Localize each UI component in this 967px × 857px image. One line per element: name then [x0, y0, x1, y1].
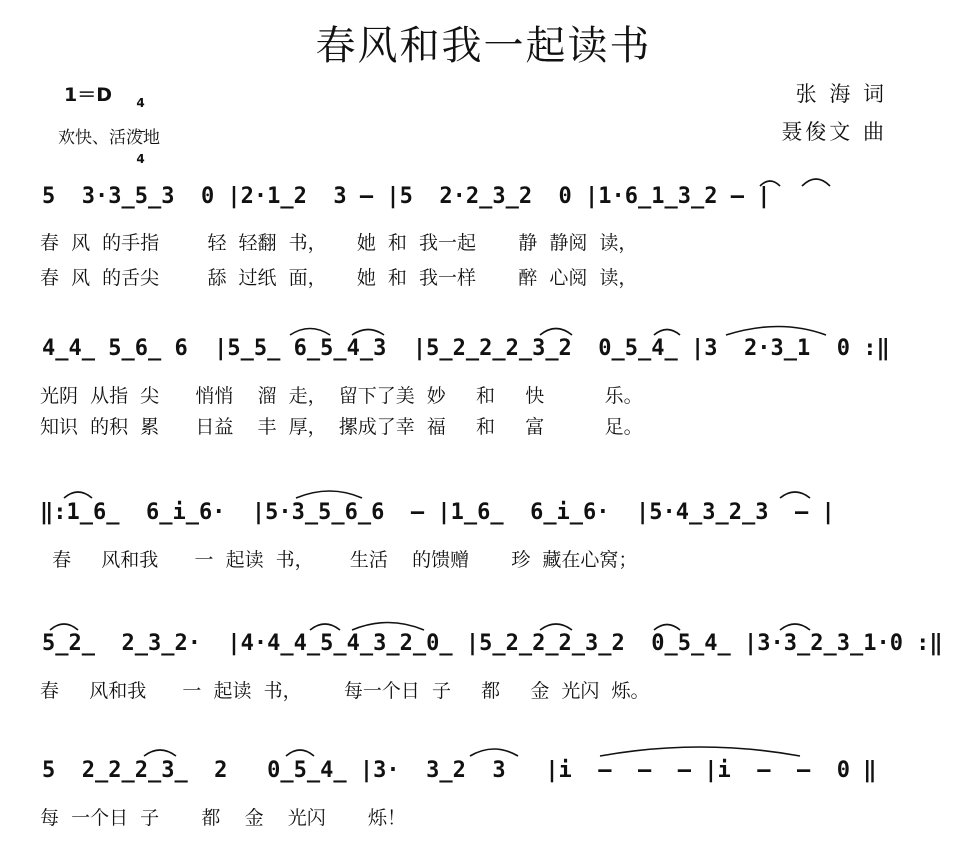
notation-row-1: 5 3·3̲5̲3 0 |2·1̲2 3 – |5 2·2̲3̲2 0 |1·6̲1̲3̲2 – | — [42, 184, 771, 209]
lyric-row-1-verse-2: 春 风 的舌尖 舔 过纸 面， 她 和 我一样 醉 心阅 读， — [40, 267, 638, 289]
lyric-row-4: 春 风和我 一 起读 书， 每一个日 子 都 金 光闪 烁。 — [40, 680, 650, 702]
lyricist-credit: 张 海 词 — [795, 82, 887, 106]
lyric-row-5: 每 一个日 子 都 金 光闪 烁！ — [40, 807, 407, 829]
lyric-row-2-verse-2: 知识 的积 累 日益 丰 厚， 摞成了幸 福 和 富 足。 — [40, 416, 643, 438]
lyric-row-1-verse-1: 春 风 的手指 轻 轻翻 书， 她 和 我一起 静 静阅 读， — [40, 232, 638, 254]
composer-credit: 聂俊文 曲 — [781, 120, 887, 144]
notation-row-5: 5 2̲2̲2̲3̲ 2 0̲5̲4̲ |3· 3̲2 3 |i – – – |i – – 0 ‖ — [42, 758, 877, 783]
song-title: 春风和我一起读书 — [315, 23, 652, 69]
lyric-row-2-verse-1: 光阴 从指 尖 悄悄 溜 走， 留下了美 妙 和 快 乐。 — [40, 385, 643, 407]
notation-row-4: 5̲2̲ 2̲3̲2· |4·4̲4̲5̲4̲3̲2̲0̲ |5̲2̲2̲2̲3̲2 0̲5̲4̲ |3·3̲2̲3̲1·0 :‖ — [42, 631, 943, 656]
notation-row-3: ‖:1̲6̲ 6̲i̲6· |5·3̲5̲6̲6 – |1̲6̲ 6̲i̲6· |5·4̲3̲2̲3 – | — [40, 500, 835, 525]
tempo-marking: 欢快、活泼地 — [58, 128, 160, 148]
time-signature-bottom: 4 — [136, 152, 145, 166]
lyric-row-3: 春 风和我 一 起读 书， 生活 的馈赠 珍 藏在心窝； — [40, 549, 638, 571]
key-signature: 1＝D — [64, 84, 112, 106]
notation-row-2: 4̲4̲ 5̲6̲ 6 |5̲5̲ 6̲5̲4̲3 |5̲2̲2̲2̲3̲2 0̲5̲4̲ |3 2·3̲1 0 :‖ — [42, 336, 890, 361]
time-signature-top: 4 — [136, 96, 145, 110]
